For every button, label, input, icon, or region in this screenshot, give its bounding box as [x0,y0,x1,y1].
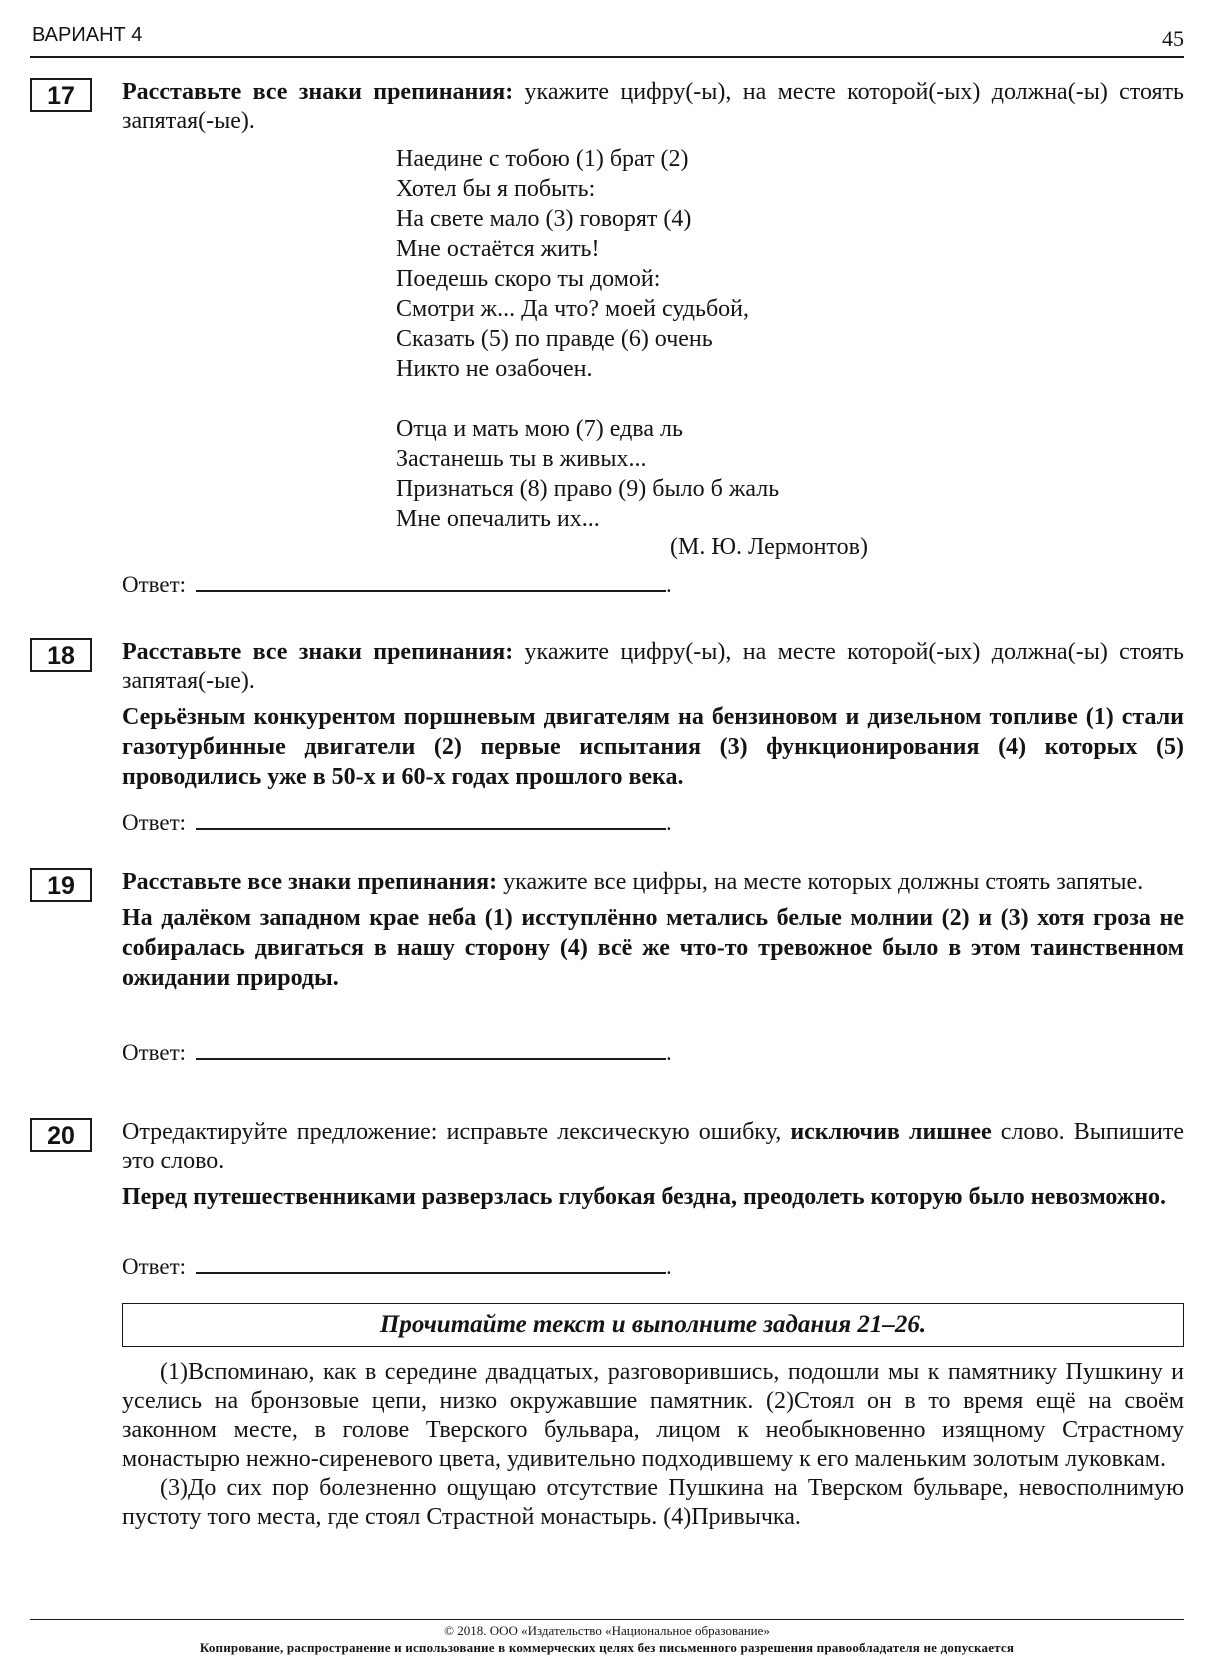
task-number: 20 [30,1118,92,1152]
answer-line[interactable] [196,1250,666,1274]
page-header [30,18,1184,58]
instruction-bold: исключив лишнее [790,1119,992,1145]
task-instruction [122,78,1184,136]
answer-field-19 [122,1036,672,1066]
poem-line: Застанешь ты в живых... [396,446,647,472]
poem-line: На свете мало (3) говорят (4) [396,206,692,232]
answer-end: . [666,810,672,835]
task-sentence: Серьёзным конкурентом поршневым двигателям на бензиновом и дизельном топливе (1) стали газотурбинные двигатели (2) первые испытания (3) функционирования (4) которых (5) проводились уже в 50-х и 60-х годах прошлого века. [122,704,1184,790]
reading-instruction-box: Прочитайте текст и выполните задания 21–26. [122,1303,1184,1347]
instruction-bold: Расставьте все знаки препинания: [122,79,514,105]
answer-line[interactable] [196,806,666,830]
copyright: © 2018. ООО «Издательство «Национальное образование» [444,1623,770,1638]
task-sentence: Перед путешественниками разверзлась глубокая бездна, преодолеть которую было невозможно. [122,1184,1167,1210]
task-number: 18 [30,638,92,672]
poem-author: (М. Ю. Лермонтов) [670,534,868,560]
instruction-end: слово. Выпишите это слово. [122,1119,1184,1174]
text-paragraph: (1)Вспоминаю, как в середине двадцатых, разговорившись, подошли мы к памятнику Пушкину и уселись на бронзовые цепи, низко окружавшие памятник. (2)Стоял он в то время ещё на своём законном месте, в голове Тверского бульвара, лицом к необыкновенно изящному Страстному монастырю нежно-сиреневого цвета, удивительно подходившему к его маленьким золотым луковкам. [122,1359,1184,1472]
task-number: 19 [30,868,92,902]
poem-line: Мне остаётся жить! [396,236,600,262]
instruction-bold: Расставьте все знаки препинания: [122,869,498,895]
task-instruction [122,1118,1184,1176]
page-number: 45 [1162,26,1184,51]
instruction-start: Отредактируйте предложение: исправьте лексическую ошибку, [122,1119,791,1145]
answer-line[interactable] [196,1036,666,1060]
poem-line: Поедешь скоро ты домой: [396,266,661,292]
answer-label: Ответ: [122,572,187,597]
poem-line: Мне опечалить их... [396,506,600,532]
variant-label: ВАРИАНТ 4 [32,24,143,46]
answer-end: . [666,1254,672,1279]
answer-end: . [666,572,672,597]
instruction-rest: укажите цифру(-ы), на месте которой(-ых) должна(-ы) стоять запятая(-ые). [122,79,1184,134]
instruction-rest: укажите все цифры, на месте которых должны стоять запятые. [497,869,1144,895]
task-number: 17 [30,78,92,112]
poem-line: Сказать (5) по правде (6) очень [396,326,713,352]
answer-label: Ответ: [122,1040,187,1065]
task-instruction [122,638,1184,696]
answer-label: Ответ: [122,810,187,835]
copyright-notice: Копирование, распространение и использование в коммерческих целях без письменного разрешения правообладателя не допускается [199,1640,1015,1655]
poem-line: Наедине с тобою (1) брат (2) [396,146,689,172]
answer-line[interactable] [196,568,666,592]
answer-field-17 [122,568,672,598]
poem-line: Признаться (8) право (9) было б жаль [396,476,780,502]
task-sentence: На далёком западном крае неба (1) исступлённо метались белые молнии (2) и (3) хотя гроза не собиралась двигаться в нашу сторону (4) всё же что-то тревожное было в этом таинственном ожидании природы. [122,905,1184,991]
answer-label: Ответ: [122,1254,187,1279]
poem [396,144,779,534]
poem-line: Хотел бы я побыть: [396,176,596,202]
answer-field-20 [122,1250,672,1280]
poem-line: Никто не озабочен. [396,356,593,382]
poem-line: Отца и мать мою (7) едва ль [396,416,683,442]
page-footer [30,1619,1184,1656]
poem-line: Смотри ж... Да что? моей судьбой, [396,296,750,322]
text-paragraph: (3)До сих пор болезненно ощущаю отсутствие Пушкина на Тверском бульваре, невосполнимую пустоту того места, где стоял Страстной монастырь. (4)Привычка. [122,1475,1184,1530]
instruction-bold: Расставьте все знаки препинания: [122,639,514,665]
reading-text [122,1358,1184,1532]
answer-field-18 [122,806,672,836]
instruction-rest: укажите цифру(-ы), на месте которой(-ых) должна(-ы) стоять запятая(-ые). [122,639,1184,694]
task-instruction [122,868,1184,897]
answer-end: . [666,1040,672,1065]
